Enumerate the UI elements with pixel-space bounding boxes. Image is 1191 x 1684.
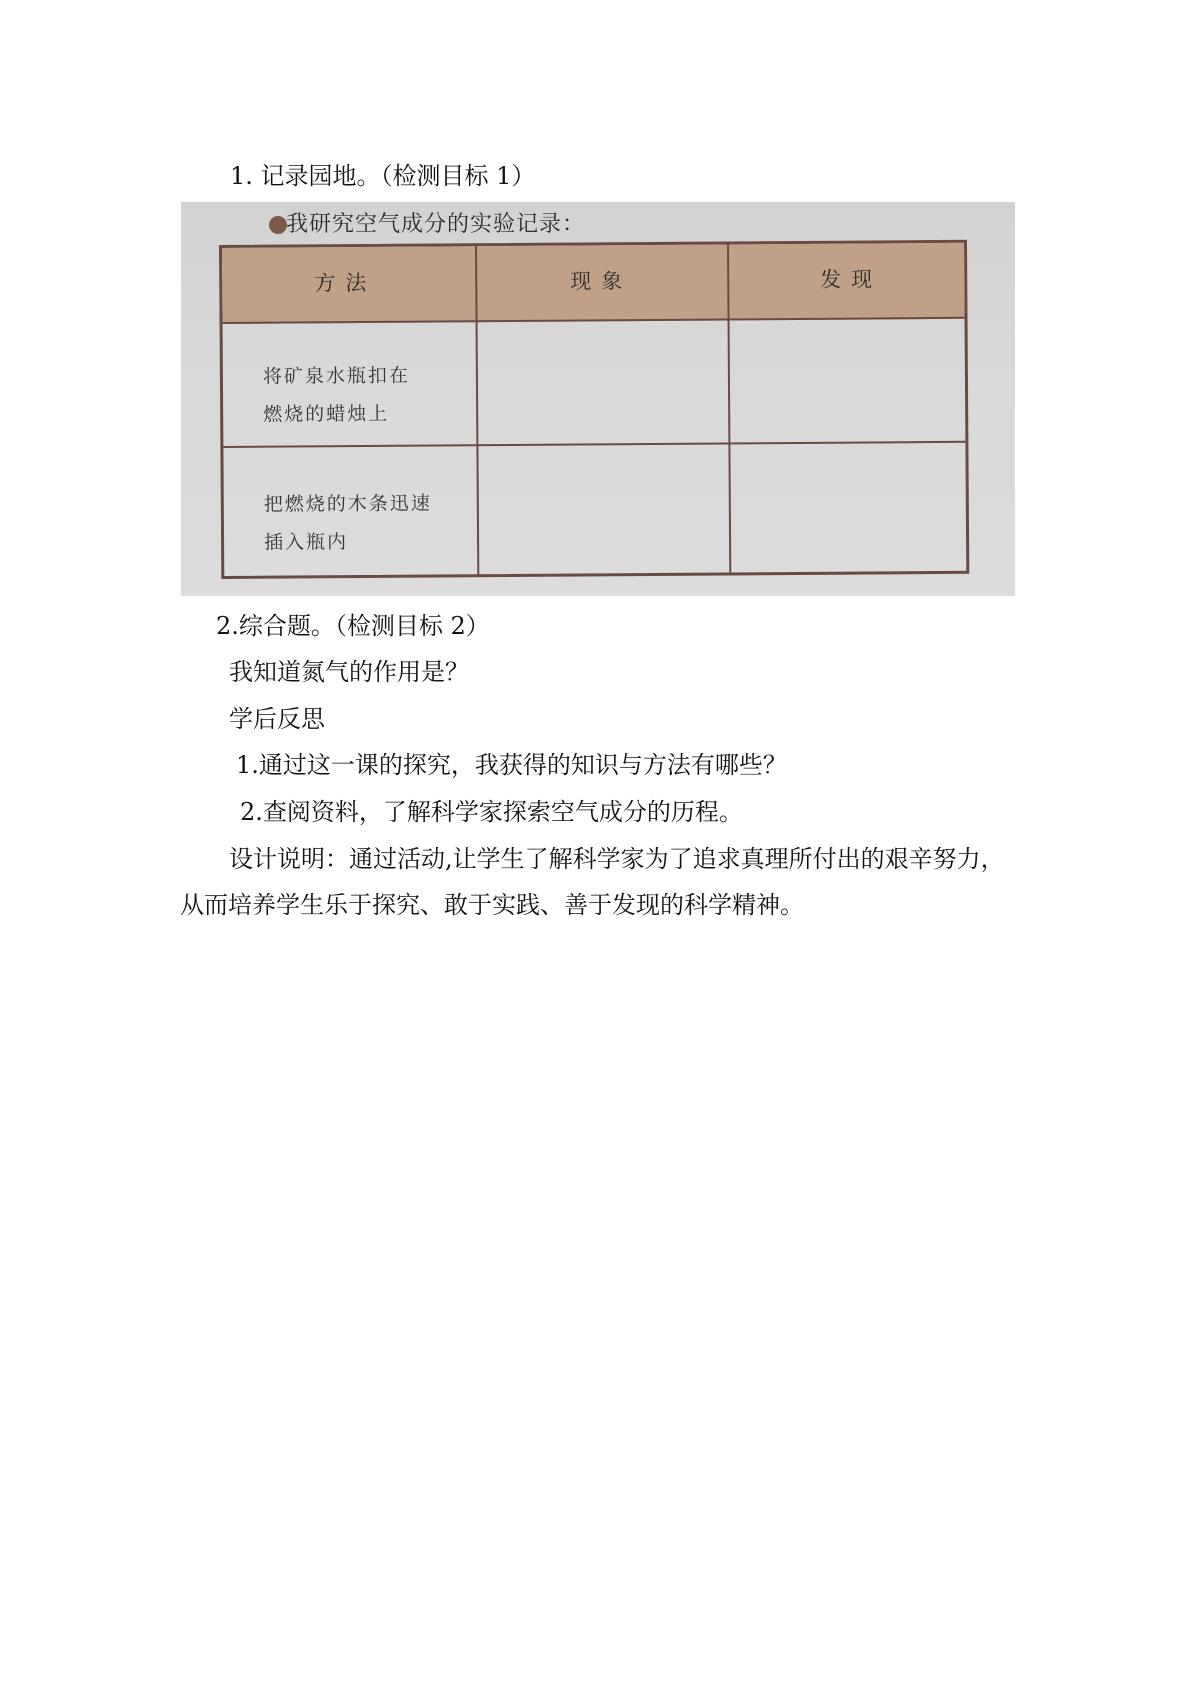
row-divider bbox=[223, 441, 965, 448]
design-note-line-1: 设计说明：通过活动,让学生了解科学家为了追求真理所付出的艰辛努力， bbox=[229, 845, 1005, 873]
record-title: 我研究空气成分的实验记录： bbox=[286, 212, 586, 237]
item-1-heading: 1. 记录园地。（检测目标 1） bbox=[230, 162, 536, 190]
row-1-method-line-1: 将矿泉水瓶扣在 bbox=[262, 364, 411, 388]
design-note-line-2: 从而培养学生乐于探究、敢于实践、善于发现的科学精神。 bbox=[180, 891, 804, 919]
record-table bbox=[219, 240, 969, 579]
reflection-heading: 学后反思 bbox=[229, 705, 325, 733]
row-2-method-line-2: 插入瓶内 bbox=[264, 531, 349, 554]
item-2-heading: 2.综合题。（检测目标 2） bbox=[216, 612, 490, 640]
header-finding: 发现 bbox=[820, 267, 883, 292]
reflection-item-1: 1.通过这一课的探究，我获得的知识与方法有哪些？ bbox=[236, 751, 787, 779]
record-table-header bbox=[222, 243, 965, 324]
row-1-method-line-2: 燃烧的蜡烛上 bbox=[263, 402, 390, 426]
nitrogen-question: 我知道氮气的作用是？ bbox=[229, 658, 469, 686]
header-phenomenon: 现象 bbox=[570, 269, 633, 294]
bullet-dot-icon bbox=[269, 216, 287, 234]
record-table-photo bbox=[181, 202, 1015, 596]
reflection-item-2: 2.查阅资料，了解科学家探索空气成分的历程。 bbox=[240, 798, 743, 826]
row-2-method-line-1: 把燃烧的木条迅速 bbox=[263, 492, 432, 516]
header-method: 方法 bbox=[314, 270, 377, 296]
